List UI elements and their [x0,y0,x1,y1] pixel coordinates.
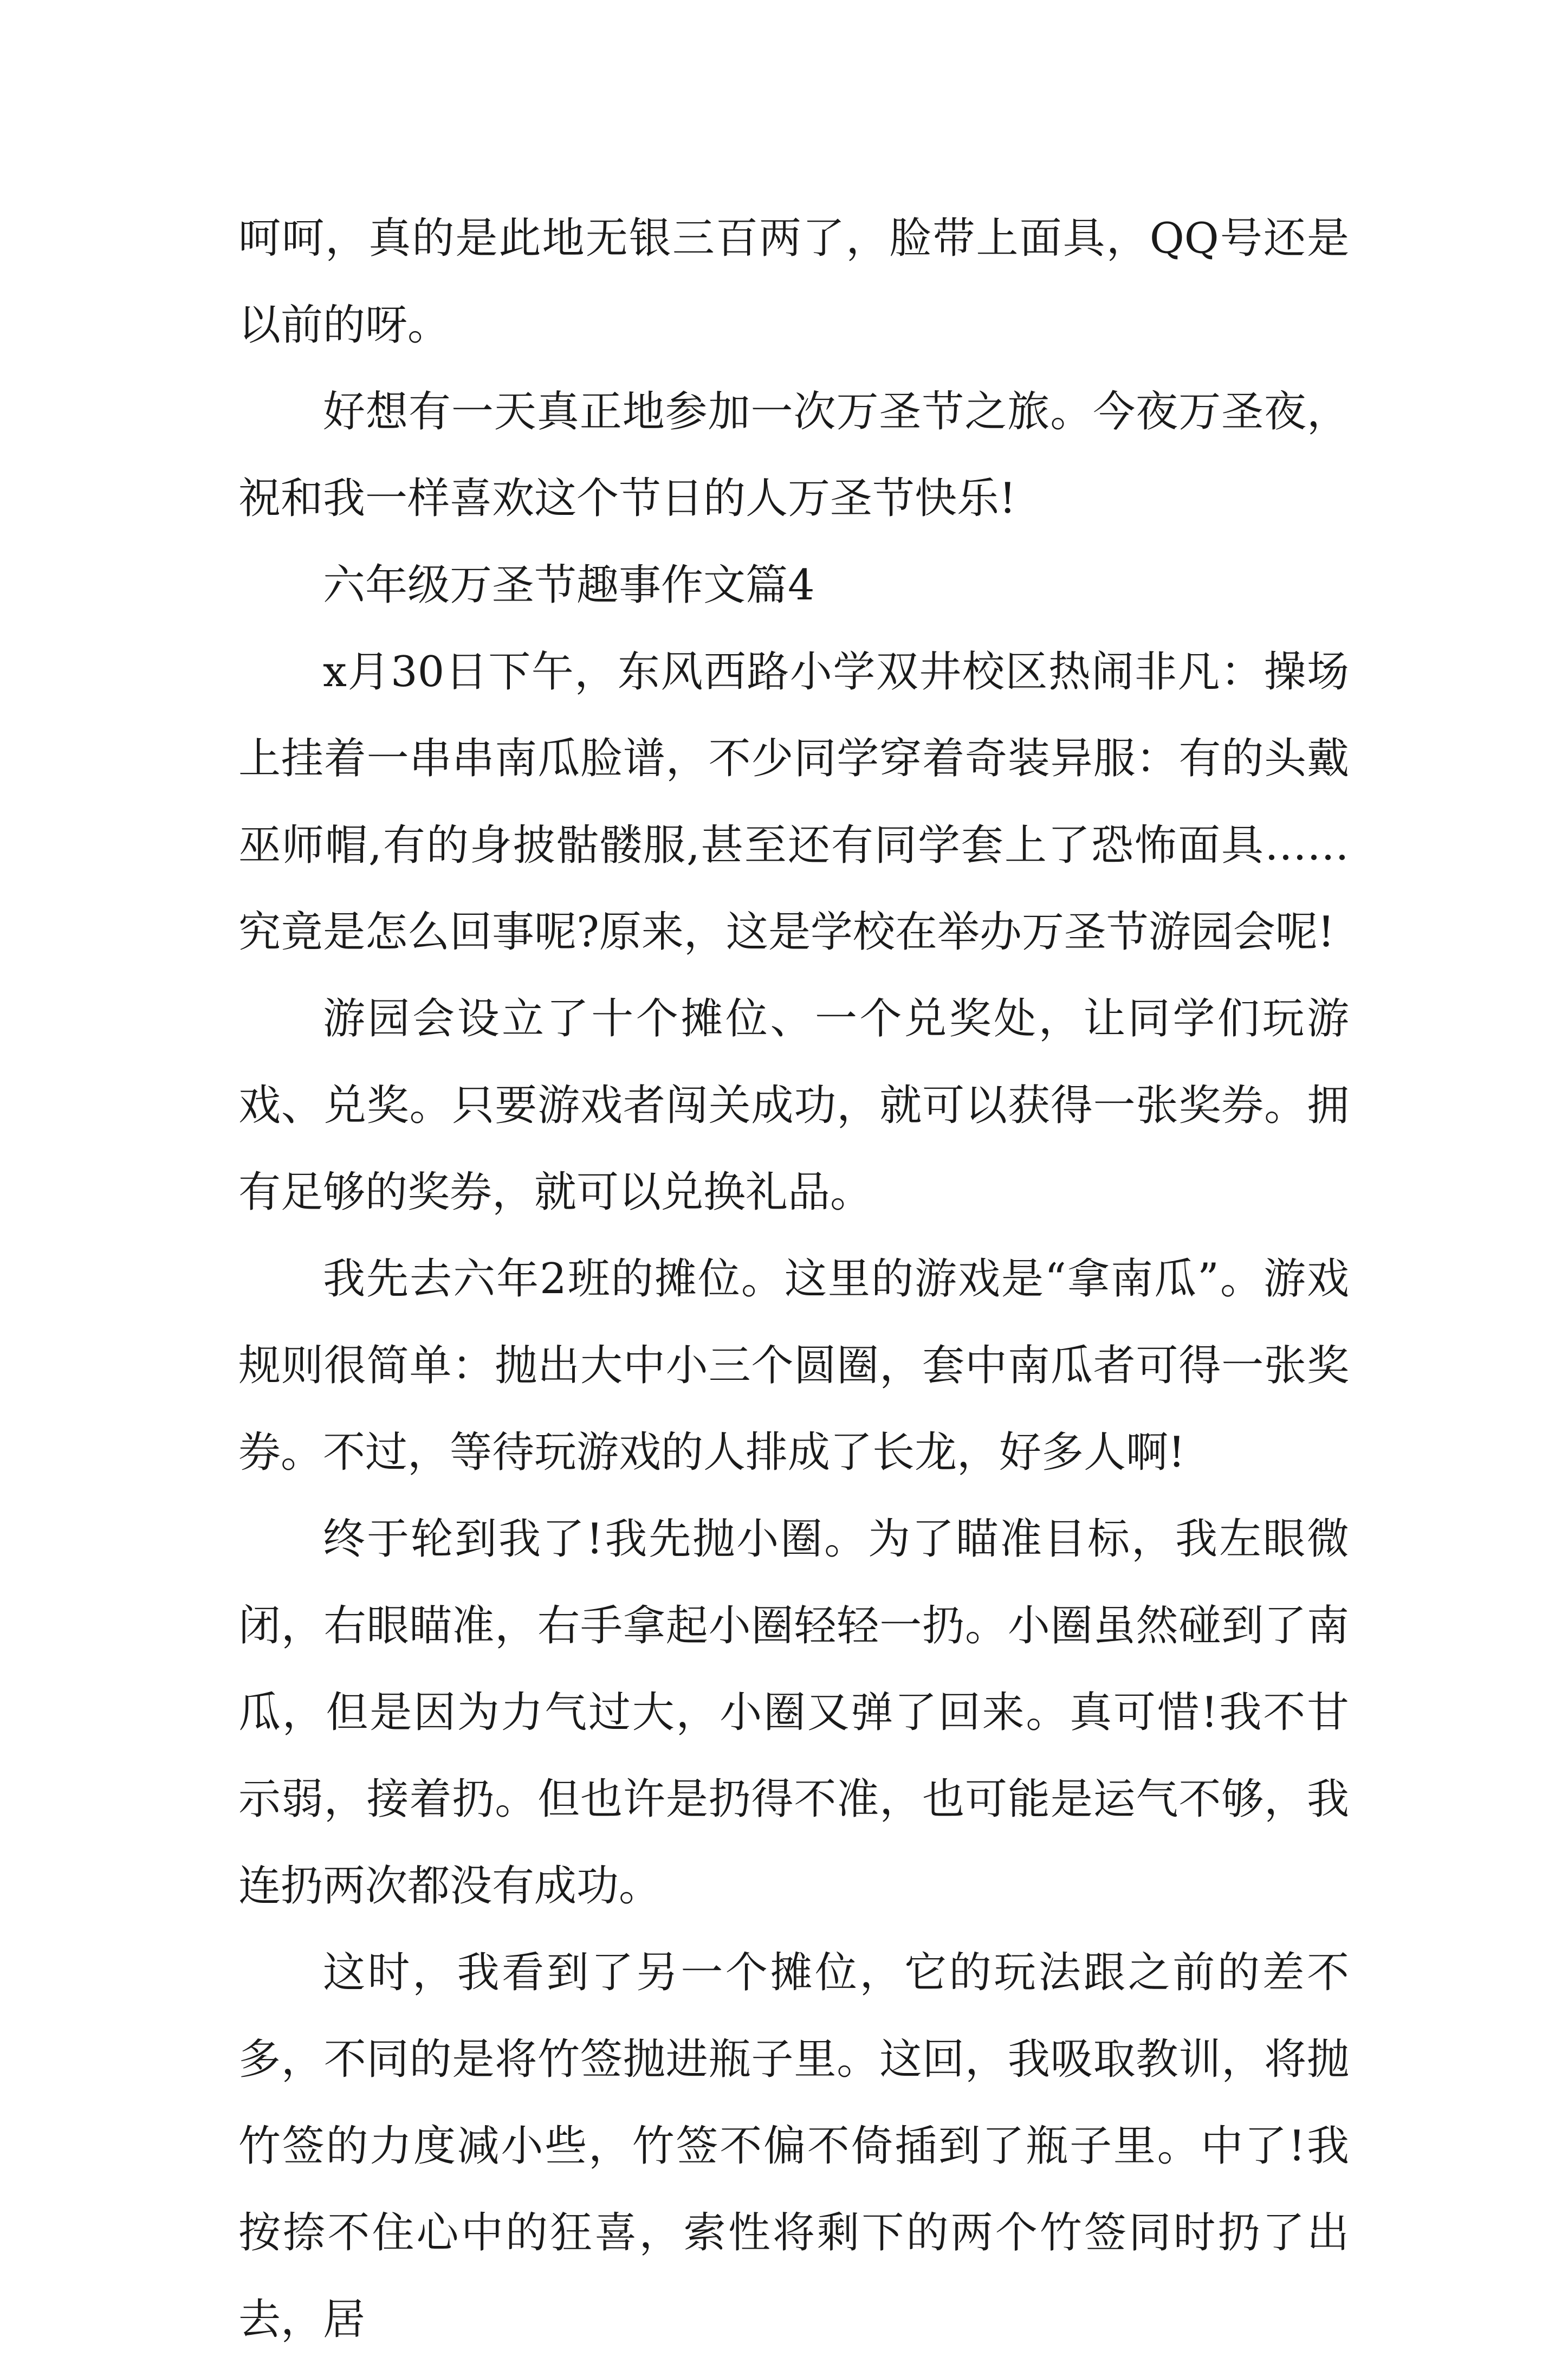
paragraph: 我先去六年2班的摊位。这里的游戏是“拿南瓜”。游戏规则很简单：抛出大中小三个圆圈，套中南瓜者可得一张奖券。不过，等待玩游戏的人排成了长龙，好多人啊! [238,1255,1349,1477]
paragraph: 终于轮到我了!我先抛小圈。为了瞄准目标，我左眼微闭，右眼瞄准，右手拿起小圈轻轻一扔。小圈虽然碰到了南瓜，但是因为力气过大，小圈又弹了回来。真可惜!我不甘示弱，接着扔。但也许是扔得不准，也可能是运气不够，我连扔两次都没有成功。 [238,1515,1349,1910]
paragraph: x月30日下午，东风西路小学双井校区热闹非凡：操场上挂着一串串南瓜脸谱，不少同学穿着奇装异服：有的头戴巫师帽,有的身披骷髅服,甚至还有同学套上了恐怖面具……究竟是怎么回事呢?原来，这是学校在举办万圣节游园会呢! [238,648,1349,957]
paragraph: 游园会设立了十个摊位、一个兑奖处，让同学们玩游戏、兑奖。只要游戏者闯关成功，就可以获得一张奖券。拥有足够的奖券，就可以兑换礼品。 [238,995,1349,1217]
paragraph-continuation: 呵呵，真的是此地无银三百两了，脸带上面具，QQ号还是以前的呀。 [238,214,1349,350]
paragraph: 这时，我看到了另一个摊位，它的玩法跟之前的差不多，不同的是将竹签抛进瓶子里。这回，我吸取教训，将抛竹签的力度减小些，竹签不偏不倚插到了瓶子里。中了!我按捺不住心中的狂喜，索性将剩下的两个竹签同时扔了出去，居 [238,1948,1349,2344]
paragraph: 好想有一天真正地参加一次万圣节之旅。今夜万圣夜，祝和我一样喜欢这个节日的人万圣节快乐! [238,388,1349,523]
section-heading: 六年级万圣节趣事作文篇4 [323,561,815,610]
document-body [238,195,1349,2363]
